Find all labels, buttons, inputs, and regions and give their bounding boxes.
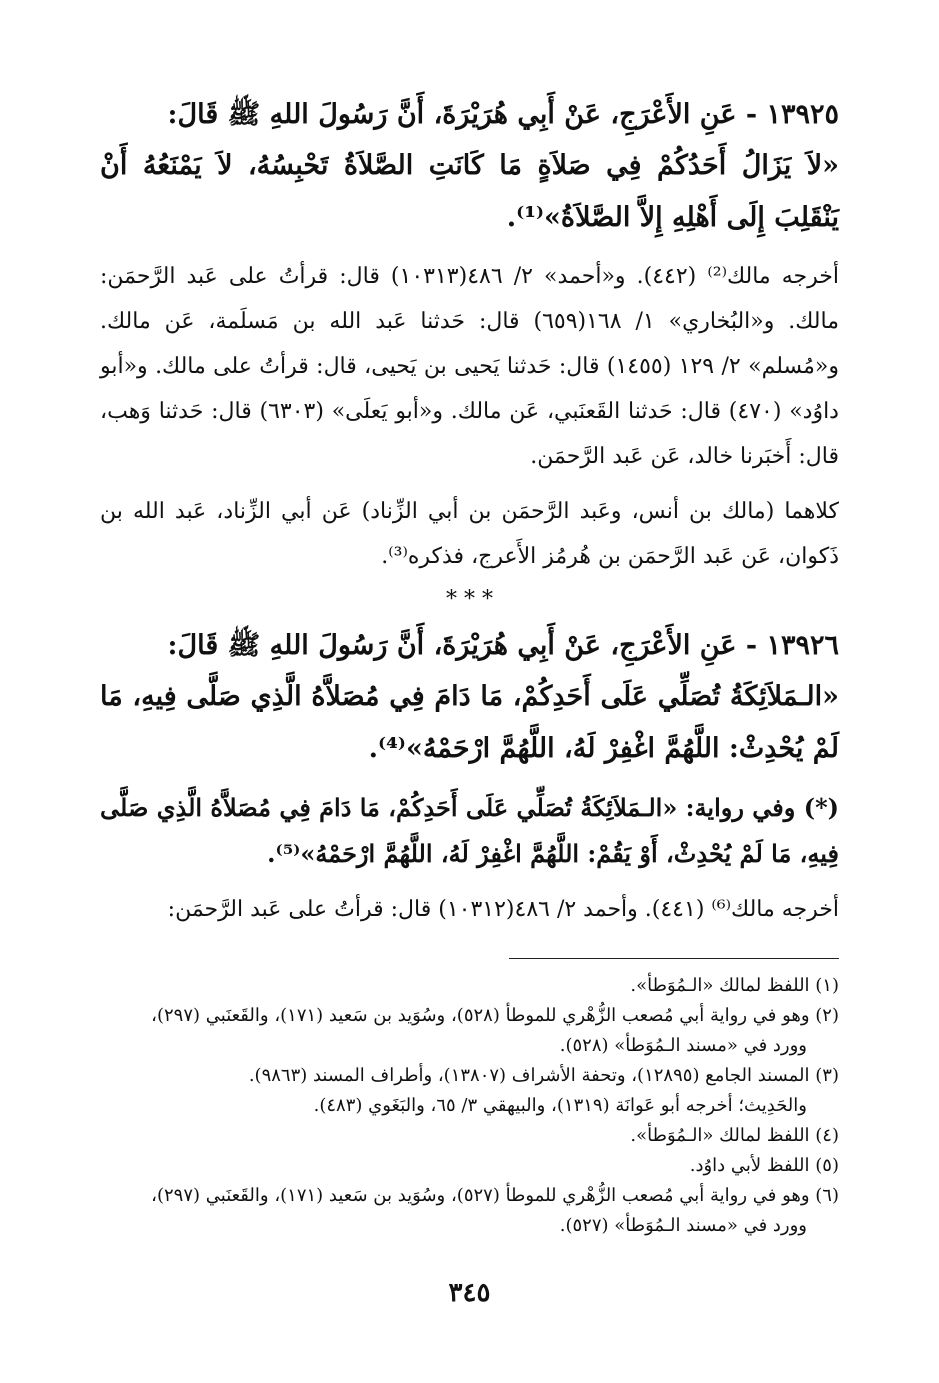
footnote-2-text: (٢) وهو في رواية أبي مُصعب الزُّهْري للموطأ (٥٢٨)، وسُوَيد بن سَعيد (١٧١)، والقَعنَبي (٢٩٧)، xyxy=(151,1005,839,1026)
footnote-5-text: (٥) اللفظ لأبي داوُد. xyxy=(689,1155,839,1176)
footnote-6-continuation: وورد في «مسند الـمُوَطأ» (٥٢٧). xyxy=(559,1215,807,1236)
hadith-13925-text: «لاَ يَزَالُ أَحَدُكُمْ فِي صَلاَةٍ مَا كَانَتِ الصَّلاَةُ تَحْبِسُهُ، لاَ يَمْنَعُهُ أَنْ يَنْقَلِبَ إِلَى أَهْلِهِ إِلاَّ الصَّلاَةُ»⁽¹⁾. xyxy=(100,150,840,233)
hadith-13925-heading: ١٣٩٢٥ - عَنِ الأَعْرَجِ، عَنْ أَبِي هُرَيْرَةَ، أَنَّ رَسُولَ اللهِ ﷺ قَالَ: xyxy=(167,99,839,130)
hadith-13926-text: «الـمَلاَئِكَةُ تُصَلِّي عَلَى أَحَدِكُمْ، مَا دَامَ فِي مُصَلاَّهُ الَّذِي صَلَّى فِيهِ، مَا لَمْ يُحْدِثْ: اللَّهُمَّ اغْفِرْ لَهُ، اللَّهُمَّ ارْحَمْهُ»⁽⁴⁾. xyxy=(100,681,839,764)
hadith-13926-takhrij: أخرجه مالك⁽⁶⁾ (٤٤١). وأحمد ٢/ ٤٨٦(١٠٣١٢) قال: قرأتُ على عَبد الرَّحمَن: xyxy=(167,897,839,922)
footnote-3-continuation: والحَدِيث؛ أخرجه أبو عَوانَة (١٣١٩)، والبيهقي ٣/ ٦٥، والبَغَوي (٤٨٣). xyxy=(313,1095,807,1116)
footnote-4 xyxy=(100,1121,839,1151)
footnote-2 xyxy=(100,1001,839,1061)
footnote-3-text: (٣) المسند الجامع (١٢٨٩٥)، وتحفة الأشراف (١٣٨٠٧)، وأطراف المسند (٩٨٦٣). xyxy=(248,1065,839,1086)
footnotes xyxy=(100,971,839,1241)
hadith-13926-riwaya: (*) وفي رواية: «الـمَلاَئِكَةُ تُصَلِّي عَلَى أَحَدِكُمْ، مَا دَامَ فِي مُصَلاَّهُ الَّذِي صَلَّى فِيهِ، مَا لَمْ يُحْدِثْ، أَوْ يَقُمْ: اللَّهُمَّ اغْفِرْ لَهُ، اللَّهُمَّ ارْحَمْهُ»⁽⁵⁾. xyxy=(100,793,839,868)
footnote-3 xyxy=(100,1061,839,1121)
footnote-1-text: (١) اللفظ لمالك «الـمُوَطأ». xyxy=(630,975,839,996)
footnote-5 xyxy=(100,1151,839,1181)
page-number: ٣٤٥ xyxy=(448,1278,491,1308)
hadith-13925-isnad-note: كلاهما (مالك بن أنس، وعَبد الرَّحمَن بن أبي الزِّناد) عَن أبي الزِّناد، عَبد الله بن ذَكوان، عَن عَبد الرَّحمَن بن هُرمُز الأَعرج، فذكره⁽³⁾. xyxy=(100,499,839,569)
footnote-6 xyxy=(100,1181,839,1241)
footnote-1 xyxy=(100,971,839,1001)
hadith-13925-takhrij: أخرجه مالك⁽²⁾ (٤٤٢). و«أحمد» ٢/ ٤٨٦(١٠٣١٣) قال: قرأتُ على عَبد الرَّحمَن: مالك. و«البُخاري» ١/ ١٦٨(٦٥٩) قال: حَدثنا عَبد الله بن مَسلَمة، عَن مالك. و«مُسلم» ٢/ ١٢٩ (١٤٥٥) قال: حَدثنا يَحيى بن يَحيى، قال: قرأتُ على مالك. و«أبو داوُد» (٤٧٠) قال: حَدثنا القَعنَبي، عَن مالك. و«أبو يَعلَى» (٦٣٠٣) قال: حَدثنا وَهب، قال: أَخبَرنا خالد، عَن عَبد الرَّحمَن. xyxy=(100,264,840,469)
footnote-divider xyxy=(509,958,839,959)
hadith-13926-heading: ١٣٩٢٦ - عَنِ الأَعْرَجِ، عَنْ أَبِي هُرَيْرَةَ، أَنَّ رَسُولَ اللهِ ﷺ قَالَ: xyxy=(167,630,839,661)
footnote-2-continuation: وورد في «مسند الـمُوَطأ» (٥٢٨). xyxy=(559,1035,807,1056)
footnote-4-text: (٤) اللفظ لمالك «الـمُوَطأ». xyxy=(630,1125,839,1146)
section-separator: * * * xyxy=(446,587,493,612)
footnote-6-text: (٦) وهو في رواية أبي مُصعب الزُّهْري للموطأ (٥٢٧)، وسُوَيد بن سَعيد (١٧١)، والقَعنَبي (٢٩٧)، xyxy=(151,1185,839,1206)
